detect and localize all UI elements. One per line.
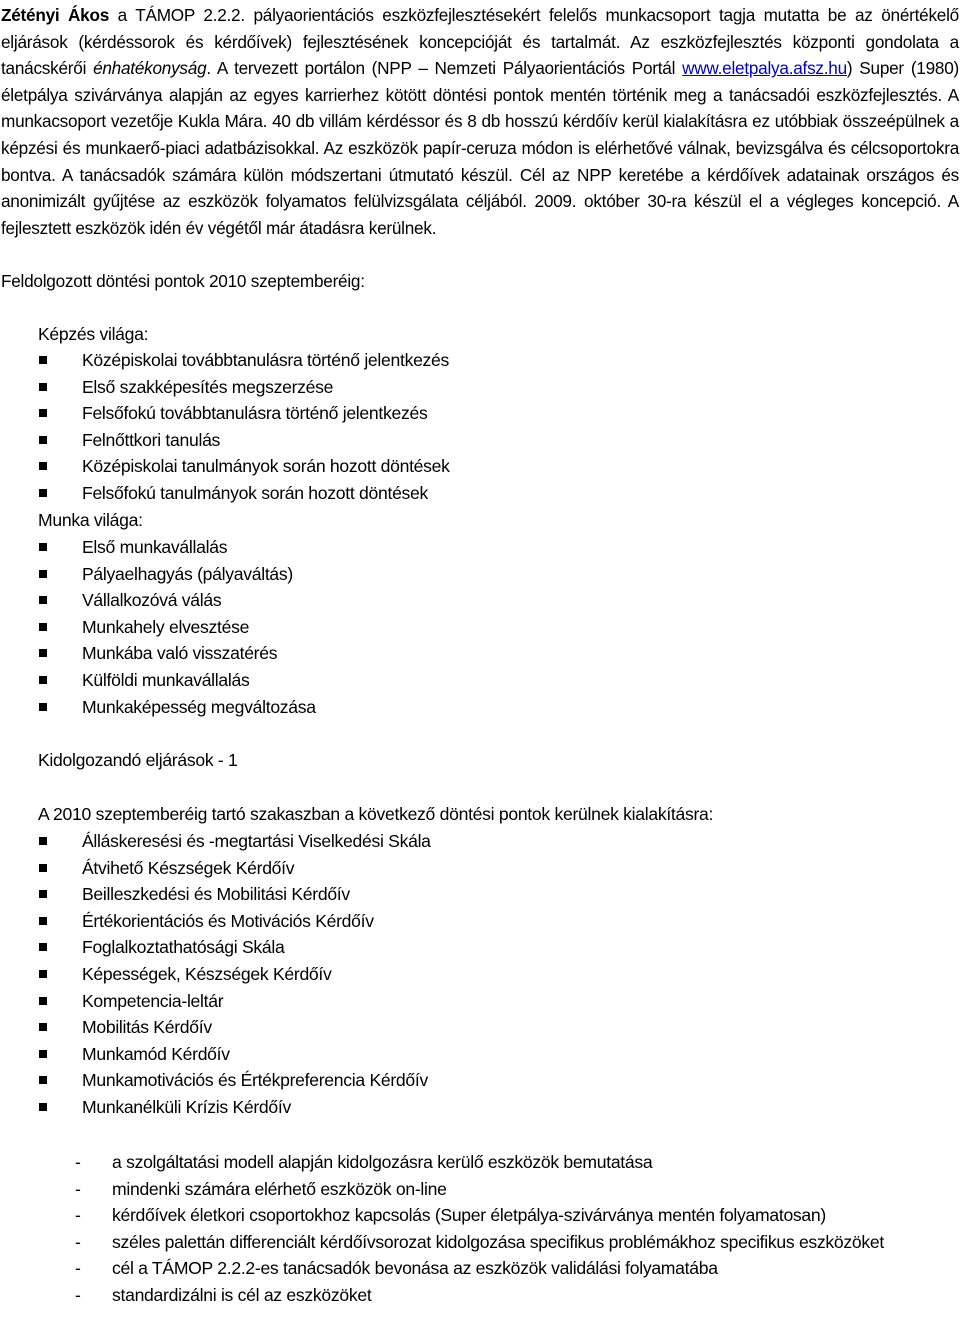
square-bullet-icon (39, 943, 47, 951)
square-bullet-icon (39, 383, 47, 391)
list-item-text: Munkamotivációs és Értékpreferencia Kérdőív (82, 1070, 428, 1091)
list-item-text: Munkamód Kérdőív (82, 1043, 230, 1064)
list-item-text: Munkába való visszatérés (82, 643, 278, 664)
eljarasok-lead: A 2010 szeptemberéig tartó szakaszban a következő döntési pontok kerülnek kialakításra: (38, 804, 714, 824)
list-item (38, 480, 450, 507)
square-bullet-icon (39, 649, 47, 657)
dash-list (75, 1149, 960, 1309)
list-item-text: Álláskeresési és -megtartási Viselkedési Skála (82, 831, 431, 851)
list-item-text: Első munkavállalás (82, 537, 228, 557)
square-bullet-icon (39, 543, 47, 551)
square-bullet-icon (39, 436, 47, 444)
list-item (38, 934, 431, 961)
list-item-text: Kompetencia-leltár (82, 990, 224, 1011)
square-bullet-icon (39, 596, 47, 604)
list-item-text: Felsőfokú tanulmányok során hozott döntések (82, 482, 429, 503)
square-bullet-icon (39, 409, 47, 417)
list-item (38, 1014, 431, 1041)
intro-paragraph (1, 2, 959, 241)
dash-list-item (75, 1282, 960, 1309)
list-item (38, 828, 431, 855)
square-bullet-icon (39, 570, 47, 578)
list-item (38, 534, 316, 561)
square-bullet-icon (39, 970, 47, 978)
list-item-text: Munkahely elvesztése (82, 616, 250, 637)
list-item-text: Mobilitás Kérdőív (82, 1017, 212, 1038)
list-item (38, 1041, 431, 1068)
portal-link[interactable]: www.eletpalya.afsz.hu (682, 58, 847, 79)
square-bullet-icon (39, 489, 47, 497)
square-bullet-icon (39, 864, 47, 872)
intro-text-part-1: a TÁMOP 2.2.2. pályaorientációs eszközfejlesztésekért felelős munkacsoport tagja mutatta be az önértékelő eljárások (kérdéssorok és kérdőívek) fejlesztésének koncepcióját és tartalmát. Az eszközfejlesztés központi gondolata a tanácskérői (1, 5, 959, 79)
list-item-text: Pályaelhagyás (pályaváltás) (82, 563, 293, 584)
list-item-text: Középiskolai továbbtanulásra történő jelentkezés (82, 350, 450, 370)
dash-marker: - (75, 1178, 81, 1199)
munka-list (38, 534, 316, 720)
intro-emphasis: énhatékonyság (93, 58, 207, 79)
dash-item-text: kérdőívek életkori csoportokhoz kapcsolás (Super életpálya-szivárványa mentén folyamatosan) (112, 1205, 826, 1226)
square-bullet-icon (39, 997, 47, 1005)
list-item-text: Munkaképesség megváltozása (82, 696, 316, 717)
list-item (38, 1067, 431, 1094)
square-bullet-icon (39, 356, 47, 364)
dash-list-item (75, 1176, 960, 1203)
list-item (38, 453, 450, 480)
dash-list-item (75, 1149, 960, 1176)
square-bullet-icon (39, 890, 47, 898)
list-item-text: Első szakképesítés megszerzése (82, 376, 334, 397)
list-item-text: Felnőttkori tanulás (82, 429, 221, 450)
list-item (38, 694, 316, 721)
list-item (38, 614, 316, 641)
square-bullet-icon (39, 1076, 47, 1084)
square-bullet-icon (39, 1103, 47, 1111)
list-item (38, 961, 431, 988)
list-item-text: Vállalkozóvá válás (82, 590, 222, 611)
list-item (38, 374, 450, 401)
list-item (38, 640, 316, 667)
square-bullet-icon (39, 676, 47, 684)
dash-list-item (75, 1202, 960, 1229)
square-bullet-icon (39, 917, 47, 925)
kepzes-list (38, 347, 450, 507)
kepzes-title: Képzés világa: (38, 324, 149, 344)
list-item (38, 908, 431, 935)
list-item (38, 587, 316, 614)
square-bullet-icon (39, 703, 47, 711)
dash-list-item (75, 1229, 960, 1256)
dash-item-text: a szolgáltatási modell alapján kidolgozásra kerülő eszközök bemutatása (112, 1152, 653, 1172)
list-item-text: Beilleszkedési és Mobilitási Kérdőív (82, 884, 350, 905)
dash-marker: - (75, 1258, 81, 1279)
dash-item-text: standardizálni is cél az eszközöket (112, 1284, 372, 1305)
dash-item-text: mindenki számára elérhető eszközök on-line (112, 1178, 447, 1199)
list-item (38, 667, 316, 694)
dash-list-item (75, 1255, 960, 1282)
list-item (38, 1094, 431, 1121)
dash-marker: - (75, 1152, 81, 1172)
intro-text-part-3: ) Super (1980) életpálya szivárványa alapján az egyes karrierhez kötött döntési pontok mentén történik meg a tanácsadói eszközfejlesztés. A munkacsoport vezetője Kukla Mára. 40 db villám kérdéssor és 8 db hosszú kérdőív kerül kialakításra ez utóbbiak összeépülnek a képzési és munkaerő-piaci adatbázisokkal. Az eszközök papír-ceruza módon is elérhetővé válnak, bevizsgálva és célcsoportokra bontva. A tanácsadók számára külön módszertani útmutató készül. Cél az NPP keretébe a kérdőívek adatainak országos és anonimizált gyűjtése az eszközök folyamatos felülvizsgálata céljából. 2009. október 30-ra készül el a végleges koncepció. A fejlesztett eszközök idén év végétől már átadásra kerülnek. (1, 58, 960, 238)
square-bullet-icon (39, 1050, 47, 1058)
list-item (38, 400, 450, 427)
square-bullet-icon (39, 623, 47, 631)
intro-text-part-2: . A tervezett portálon (NPP – Nemzeti Pályaorientációs Portál (206, 58, 683, 79)
dash-marker: - (75, 1284, 81, 1305)
square-bullet-icon (39, 462, 47, 470)
list-item-text: Középiskolai tanulmányok során hozott döntések (82, 456, 450, 477)
list-item (38, 561, 316, 588)
square-bullet-icon (39, 837, 47, 845)
dash-marker: - (75, 1231, 81, 1252)
eljarasok-title: Kidolgozandó eljárások - 1 (38, 750, 238, 770)
eljarasok-list (38, 828, 431, 1121)
list-item-text: Értékorientációs és Motivációs Kérdőív (82, 910, 374, 931)
munka-title: Munka világa: (38, 510, 143, 530)
dash-marker: - (75, 1205, 81, 1226)
author-name: Zétényi Ákos (1, 5, 110, 25)
list-item (38, 347, 450, 374)
list-item-text: Képességek, Készségek Kérdőív (82, 963, 332, 984)
decision-points-heading: Feldolgozott döntési pontok 2010 szeptemberéig: (1, 271, 365, 291)
list-item-text: Külföldi munkavállalás (82, 669, 250, 690)
list-item (38, 427, 450, 454)
list-item-text: Felsőfokú továbbtanulásra történő jelentkezés (82, 403, 428, 424)
list-item (38, 881, 431, 908)
list-item-text: Átvihető Készségek Kérdőív (82, 857, 295, 878)
dash-item-text: széles palettán differenciált kérdőívsorozat kidolgozása specifikus problémákhoz specifikus eszközöket (112, 1231, 884, 1252)
square-bullet-icon (39, 1023, 47, 1031)
list-item-text: Munkanélküli Krízis Kérdőív (82, 1096, 291, 1117)
list-item-text: Foglalkoztathatósági Skála (82, 937, 285, 958)
dash-item-text: cél a TÁMOP 2.2.2-es tanácsadók bevonása az eszközök validálási folyamatába (112, 1258, 718, 1279)
list-item (38, 988, 431, 1015)
list-item (38, 855, 431, 882)
